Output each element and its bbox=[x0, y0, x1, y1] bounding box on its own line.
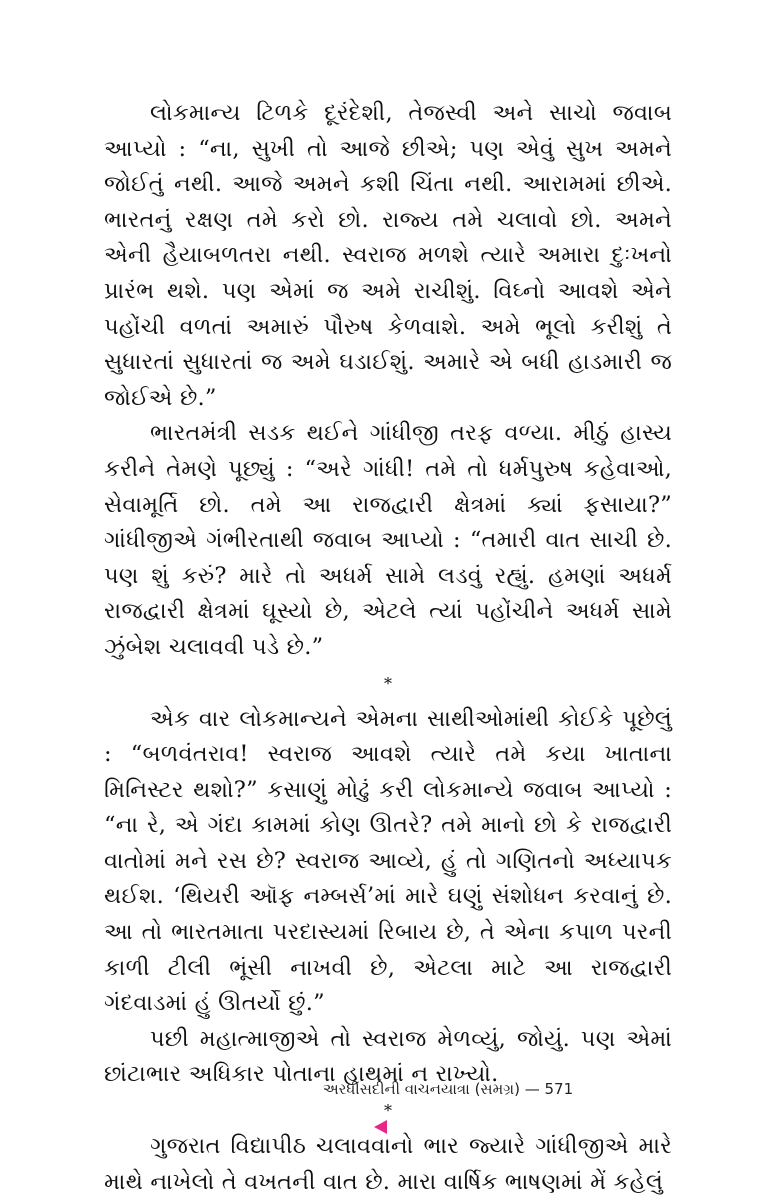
paragraph-1: લોકમાન્ય ટિળકે દૂરંદેશી, તેજસ્વી અને સાચો જવાબ આપ્યો : “ના, સુખી તો આજે છીએ; પણ એવું સુખ અમને જોઈતું નથી. આજે અમને કશી ચિંતા નથી. આરામમાં છીએ. ભારતનું રક્ષણ તમે કરો છો. રાજ્ય તમે ચલાવો છો. અમને એની હૈયાબળતરા નથી. સ્વરાજ મળશે ત્યારે અમારા દુઃખનો પ્રારંભ થશે. પણ એમાં જ અમે રાચીશું. વિઘ્નો આવશે એને પહોંચી વળતાં અમારું પૌરુષ કેળવાશે. અમે ભૂલો કરીશું તે સુધારતાં સુધારતાં જ અમે ઘડાઈશું. અમારે એ બધી હાડમારી જ જોઈએ છે.” bbox=[104, 100, 672, 411]
paragraph-4: પછી મહાત્માજીએ તો સ્વરાજ મેળવ્યું, જોયું. પણ એમાં છાંટાભાર અધિકાર પોતાના હાથમાં ન રાખ્યો. bbox=[104, 1025, 672, 1088]
paragraph-3: એક વાર લોકમાન્યને એમના સાથીઓમાંથી કોઈકે પૂછેલું : “બળવંતરાવ! સ્વરાજ આવશે ત્યારે તમે કયા ખાતાના મિનિસ્ટર થશો?” કસાણું મોઢું કરી લોકમાન્યે જવાબ આપ્યો : “ના રે, એ ગંદા કામમાં કોણ ઊતરે? તમે માનો છો કે રાજદ્વારી વાતોમાં મને રસ છે? સ્વરાજ આવ્યે, હું તો ગણિતનો અધ્યાપક થઈશ. ‘થિયરી ઑફ નમ્બર્સ’માં મારે ઘણું સંશોધન કરવાનું છે. આ તો ભારતમાતા પરદાસ્યમાં રિબાય છે, તે એના કપાળ પરની કાળી ટીલી ભૂંસી નાખવી છે, એટલા માટે આ રાજદ્વારી ગંદવાડમાં હું ઊતર્યો છું.” bbox=[104, 705, 672, 1017]
page-footer: અરધીસદીની વાચનયાત્રા (સમગ્ર) — 571 bbox=[322, 1080, 574, 1098]
section-separator: * bbox=[384, 673, 392, 693]
section-separator: * bbox=[384, 1101, 392, 1121]
paragraph-5: ગુજરાત વિદ્યાપીઠ ચલાવવાનો ભાર જ્યારે ગાંધીજીએ મારે માથે નાખેલો તે વખતની વાત છે. મારા વાર્ષિક ભાષણમાં મેં કહેલું bbox=[104, 1133, 672, 1195]
prev-page-arrow-icon[interactable] bbox=[374, 1120, 387, 1134]
page-body bbox=[104, 96, 672, 1200]
paragraph-2: ભારતમંત્રી સડક થઈને ગાંધીજી તરફ વળ્યા. મીઠું હાસ્ય કરીને તેમણે પૂછ્યું : “અરે ગાંધી! તમે તો ધર્મપુરુષ કહેવાઓ, સેવામૂર્તિ છો. તમે આ રાજદ્વારી ક્ષેત્રમાં ક્યાં ફસાયા?” ગાંધીજીએ ગંભીરતાથી જવાબ આપ્યો : “તમારી વાત સાચી છે. પણ શું કરું? મારે તો અધર્મ સામે લડવું રહ્યું. હમણાં અધર્મ રાજદ્વારી ક્ષેત્રમાં ઘૂસ્યો છે, એટલે ત્યાં પહોંચીને અધર્મ સામે ઝુંબેશ ચલાવવી પડે છે.” bbox=[104, 420, 672, 660]
